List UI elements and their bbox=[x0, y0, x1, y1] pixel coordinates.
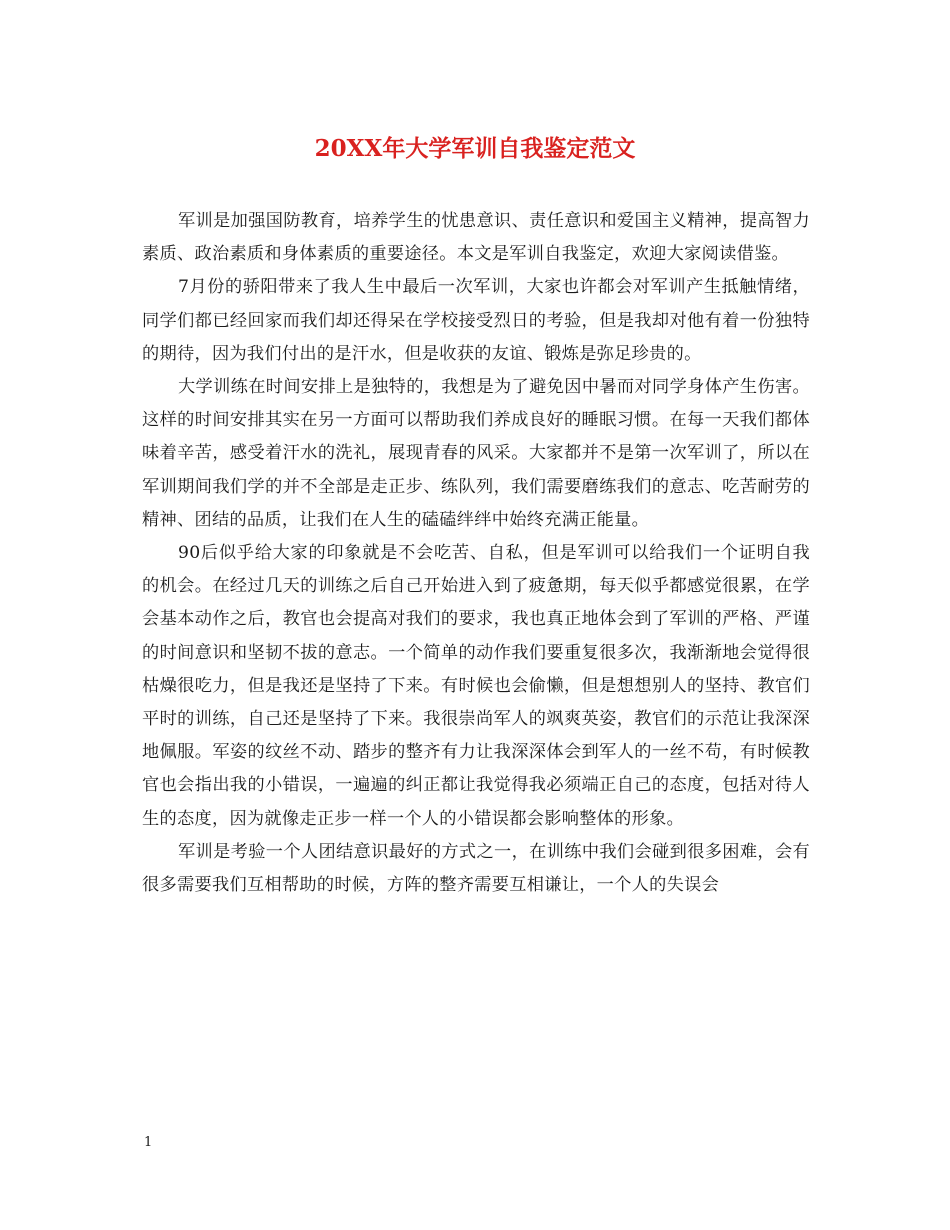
paragraph-1: 军训是加强国防教育，培养学生的忧患意识、责任意识和爱国主义精神，提高智力素质、政治素质和身体素质的重要途径。本文是军训自我鉴定，欢迎大家阅读借鉴。 bbox=[142, 211, 810, 265]
document-title: 20XX年大学军训自我鉴定范文 bbox=[314, 135, 636, 162]
paragraph-3: 大学训练在时间安排上是独特的，我想是为了避免因中暑而对同学身体产生伤害。这样的时间安排其实在另一方面可以帮助我们养成良好的睡眠习惯。在每一天我们都体味着辛苦，感受着汗水的洗礼，展现青春的风采。大家都并不是第一次军训了，所以在军训期间我们学的并不全部是走正步、练队列，我们需要磨练我们的意志、吃苦耐劳的精神、团结的品质，让我们在人生的磕磕绊绊中始终充满正能量。 bbox=[142, 377, 810, 530]
document-body bbox=[142, 205, 810, 902]
paragraph-4: 90后似乎给大家的印象就是不会吃苦、自私，但是军训可以给我们一个证明自我的机会。在经过几天的训练之后自己开始进入到了疲惫期，每天似乎都感觉很累，在学会基本动作之后，教官也会提高对我们的要求，我也真正地体会到了军训的严格、严谨的时间意识和坚韧不拔的意志。一个简单的动作我们要重复很多次，我渐渐地会觉得很枯燥很吃力，但是我还是坚持了下来。有时候也会偷懒，但是想想别人的坚持、教官们平时的训练，自己还是坚持了下来。我很崇尚军人的飒爽英姿，教官们的示范让我深深地佩服。军姿的纹丝不动、踏步的整齐有力让我深深体会到军人的一丝不苟，有时候教官也会指出我的小错误，一遍遍的纠正都让我觉得我必须端正自己的态度，包括对待人生的态度，因为就像走正步一样一个人的小错误都会影响整体的形象。 bbox=[142, 543, 810, 829]
paragraph-2: 7月份的骄阳带来了我人生中最后一次军训，大家也许都会对军训产生抵触情绪，同学们都已经回家而我们却还得呆在学校接受烈日的考验，但是我却对他有着一份独特的期待，因为我们付出的是汗水，但是收获的友谊、锻炼是弥足珍贵的。 bbox=[142, 277, 810, 364]
page-number: 1 bbox=[144, 1135, 153, 1150]
paragraph-5: 军训是考验一个人团结意识最好的方式之一，在训练中我们会碰到很多困难，会有很多需要我们互相帮助的时候，方阵的整齐需要互相谦让，一个人的失误会 bbox=[142, 841, 810, 896]
